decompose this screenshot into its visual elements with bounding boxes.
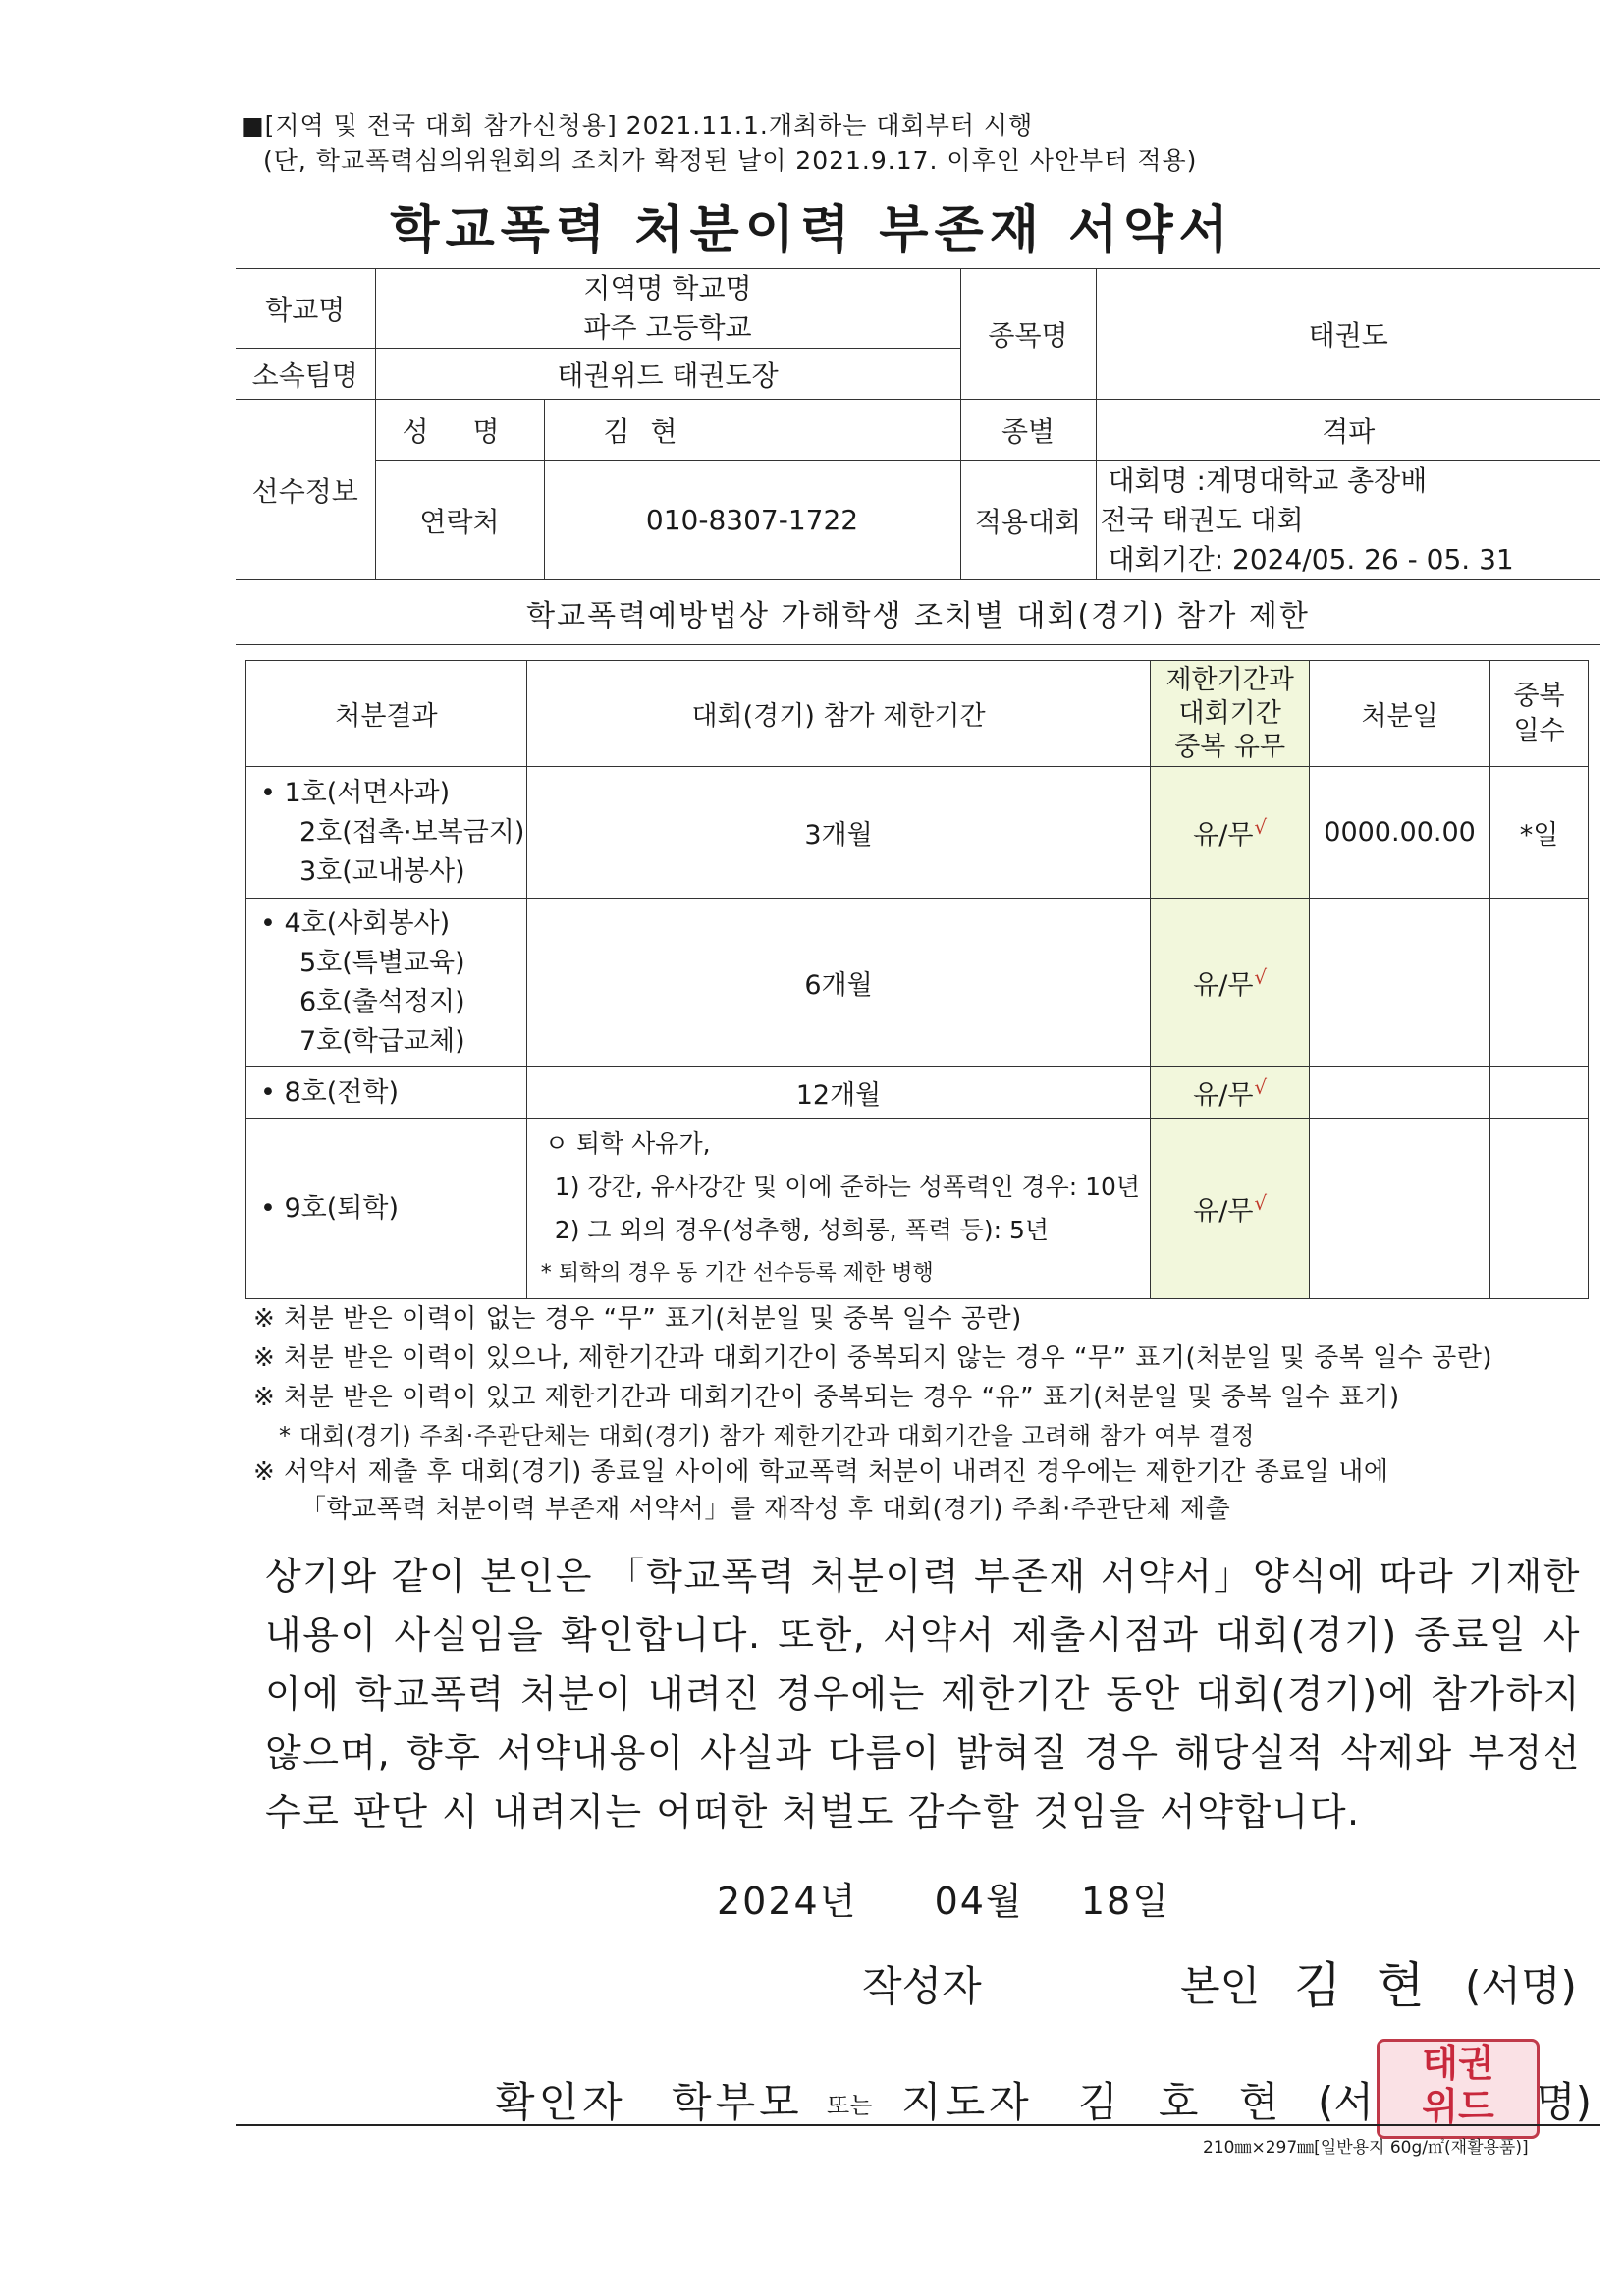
- confirm-sign-close: 명): [1536, 2078, 1592, 2126]
- result-item: • 8호(전학): [260, 1076, 399, 1108]
- confirm-name: 김 호 현: [1078, 2078, 1293, 2126]
- restriction-table: [245, 660, 1589, 1299]
- note-5: ※ 서약서 제출 후 대회(경기) 종료일 사이에 학교폭력 처분이 내려진 경우에는 제한기간 종료일 내에: [253, 1457, 1389, 1487]
- section-title: 학교폭력예방법상 가해학생 조치별 대회(경기) 참가 제한: [526, 599, 1310, 633]
- header-line-2: (단, 학교폭력심의위원회의 조치가 확정된 날이 2021.9.17. 이후인 사안부터 적용): [263, 146, 1198, 175]
- team-value: 태권위드 태권도장: [375, 349, 960, 400]
- row4-overlap: [1151, 1119, 1310, 1299]
- section-divider: [236, 644, 1600, 645]
- header-overlap-3: 중복 유무: [1174, 731, 1286, 762]
- school-label: 학교명: [236, 269, 375, 349]
- info-table: [236, 268, 1600, 580]
- header-overlap-2: 대회기간: [1178, 697, 1281, 729]
- row2-date: [1310, 899, 1490, 1067]
- confirm-coach: 지도자: [901, 2078, 1033, 2126]
- table-row: [246, 1067, 1589, 1119]
- stamp-line-2: 위드: [1422, 2084, 1494, 2128]
- row4-date: [1310, 1119, 1490, 1299]
- category-value: 격파: [1096, 400, 1600, 461]
- paper-spec: 210㎜×297㎜[일반용지 60g/㎡(재활용품)]: [1203, 2138, 1529, 2158]
- row4-period: [526, 1119, 1150, 1299]
- name-value: 김 현: [544, 400, 960, 461]
- header-days-2: 일수: [1513, 715, 1565, 746]
- note-2: ※ 처분 받은 이력이 있으나, 제한기간과 대회기간이 중복되지 않는 경우 “무” 표기(처분일 및 중복 일수 공란): [253, 1343, 1493, 1373]
- row3-period: 12개월: [526, 1067, 1150, 1119]
- period-line: 2) 그 외의 경우(성추행, 성희롱, 폭력 등): 5년: [554, 1215, 1050, 1244]
- header-days: [1490, 661, 1589, 767]
- confirm-label: 확인자: [495, 2078, 626, 2126]
- result-item: 5호(특별교육): [299, 947, 465, 978]
- date-month: 04월: [934, 1880, 1024, 1923]
- document-title: 학교폭력 처분이력 부존재 서약서: [390, 201, 1234, 260]
- note-6: 「학교폭력 처분이력 부존재 서약서」를 재작성 후 대회(경기) 주최·주관단체 제출: [300, 1495, 1231, 1524]
- writer-name: 김 현: [1294, 1957, 1435, 2014]
- competition-period: 대회기간: 2024/05. 26 - 05. 31: [1108, 542, 1514, 575]
- period-line: ㅇ 퇴학 사유가,: [544, 1128, 711, 1158]
- note-4: * 대회(경기) 주최·주관단체는 대회(경기) 참가 제한기간과 대회기간을 고려해 참가 여부 결정: [279, 1422, 1255, 1449]
- competition-name: 대회명 :계명대학교 총장배: [1108, 464, 1428, 497]
- school-value-line2: 파주 고등학교: [583, 311, 752, 344]
- row3-days: [1490, 1067, 1589, 1119]
- result-item: 6호(출석정지): [299, 986, 465, 1017]
- row1-overlap: [1151, 767, 1310, 899]
- row2-overlap: [1151, 899, 1310, 1067]
- date-day: 18일: [1080, 1880, 1170, 1923]
- confirm-parent: 학부모: [672, 2078, 803, 2126]
- writer-sign: (서명): [1465, 1962, 1577, 2010]
- result-item: • 1호(서면사과): [260, 777, 451, 808]
- row3-overlap: [1151, 1067, 1310, 1119]
- period-line: 1) 강간, 유사강간 및 이에 준하는 성폭력인 경우: 10년: [554, 1172, 1141, 1201]
- pledge-text: 상기와 같이 본인은 「학교폭력 처분이력 부존재 서약서」양식에 따라 기재한 내용이 사실임을 확인합니다. 또한, 서약서 제출시점과 대회(경기) 종료일 사이에 학교폭력 처분이 내려진 경우에는 제한기간 동안 대회(경기)에 참가하지 않으며, 향후 서약내용이 사실과 다름이 밝혀질 경우 해당실적 삭제와 부정선수로 판단 시 내려지는 어떠한 처벌도 감수할 것임을 서약합니다.: [265, 1555, 1581, 1833]
- contact-value: 010-8307-1722: [544, 461, 960, 580]
- row1-period: 3개월: [526, 767, 1150, 899]
- overlap-value: 유/무: [1193, 1080, 1254, 1111]
- result-item: 7호(학급교체): [299, 1025, 465, 1057]
- check-mark-icon: √: [1254, 965, 1268, 989]
- result-item: • 9호(퇴학): [260, 1192, 399, 1224]
- note-1: ※ 처분 받은 이력이 없는 경우 “무” 표기(처분일 및 중복 일수 공란): [253, 1304, 1022, 1334]
- row2-period: 6개월: [526, 899, 1150, 1067]
- player-label: 선수정보: [236, 400, 375, 580]
- header-days-1: 중복: [1513, 680, 1565, 711]
- table-row: [246, 899, 1589, 1067]
- school-value-line1: 지역명 학교명: [583, 272, 752, 304]
- check-mark-icon: √: [1254, 815, 1268, 839]
- row1-days: *일: [1490, 767, 1589, 899]
- contact-label: 연락처: [375, 461, 544, 580]
- overlap-value: 유/무: [1193, 970, 1254, 1001]
- event-value: 태권도: [1096, 269, 1600, 400]
- note-3: ※ 처분 받은 이력이 있고 제한기간과 대회기간이 중복되는 경우 “유” 표기(처분일 및 중복 일수 표기): [253, 1383, 1400, 1412]
- period-line: * 퇴학의 경우 동 기간 선수등록 제한 병행: [540, 1260, 934, 1285]
- header-line-1: ■[지역 및 전국 대회 참가신청용] 2021.11.1.개최하는 대회부터 시행: [241, 111, 1034, 139]
- footer-divider: [236, 2124, 1600, 2126]
- row2-results: [246, 899, 527, 1067]
- table-row: [246, 1119, 1589, 1299]
- name-label: 성 명: [375, 400, 544, 461]
- category-label: 종별: [960, 400, 1096, 461]
- overlap-value: 유/무: [1193, 820, 1254, 850]
- header-period: 대회(경기) 참가 제한기간: [526, 661, 1150, 767]
- row4-days: [1490, 1119, 1589, 1299]
- check-mark-icon: √: [1254, 1075, 1268, 1099]
- result-item: 2호(접촉·보복금지): [299, 816, 525, 847]
- header-date: 처분일: [1310, 661, 1490, 767]
- row3-results: [246, 1067, 527, 1119]
- row4-results: [246, 1119, 527, 1299]
- header-result: 처분결과: [246, 661, 527, 767]
- header-overlap-1: 제한기간과: [1165, 664, 1294, 695]
- row1-results: [246, 767, 527, 899]
- applied-label: 적용대회: [960, 461, 1096, 580]
- competition-info: [1096, 461, 1600, 580]
- team-label: 소속팀명: [236, 349, 375, 400]
- result-item: 3호(교내봉사): [299, 855, 465, 887]
- table-row: [246, 767, 1589, 899]
- date-year: 2024년: [717, 1880, 858, 1923]
- confirm-sign-open: (서: [1318, 2078, 1374, 2126]
- row3-date: [1310, 1067, 1490, 1119]
- overlap-value: 유/무: [1193, 1196, 1254, 1227]
- result-item: • 4호(사회봉사): [260, 907, 451, 939]
- confirm-or: 또는: [827, 2092, 873, 2119]
- competition-name-2: 전국 태권도 대회: [1100, 503, 1304, 536]
- row1-date: 0000.00.00: [1310, 767, 1490, 899]
- row2-days: [1490, 899, 1589, 1067]
- stamp-line-1: 태권: [1422, 2041, 1494, 2085]
- writer-label: 작성자: [862, 1962, 982, 2010]
- check-mark-icon: √: [1254, 1191, 1268, 1215]
- writer-self-label: 본인: [1180, 1962, 1261, 2010]
- school-value: [375, 269, 960, 349]
- sign-date: [717, 1871, 1170, 1925]
- header-overlap: [1151, 661, 1310, 767]
- event-label: 종목명: [960, 269, 1096, 400]
